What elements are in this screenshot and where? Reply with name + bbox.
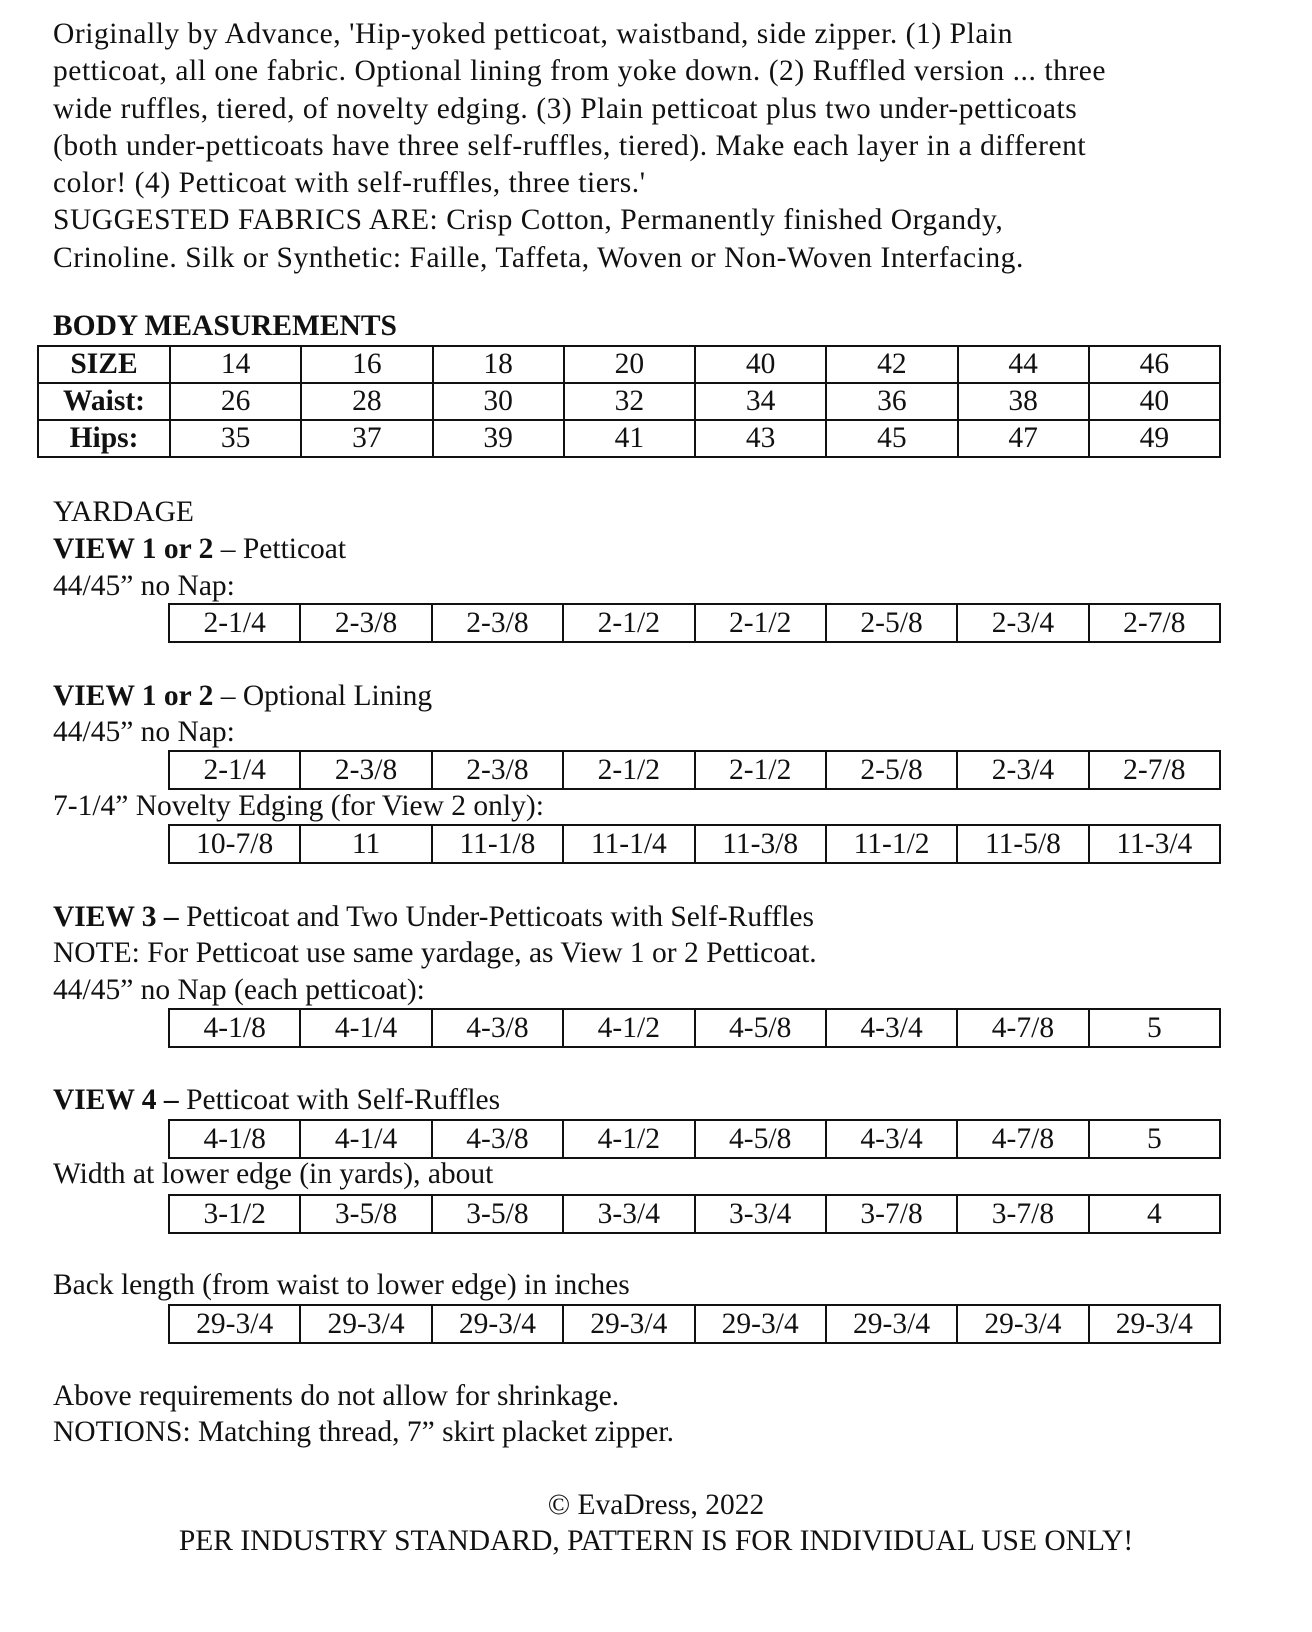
view-description: Petticoat with Self-Ruffles [178,1084,501,1116]
table-cell: 11-1/8 [432,825,563,863]
table-cell: 4-7/8 [957,1120,1088,1158]
table-cell: 4-1/2 [563,1120,694,1158]
table-cell: 3-3/4 [695,1195,826,1233]
table-cell: 11-1/4 [563,825,694,863]
novelty-edging-label: 7-1/4” Novelty Edging (for View 2 only): [53,790,544,822]
table-cell: 4-1/2 [563,1009,694,1047]
view4-title [53,1083,500,1117]
intro-line: petticoat, all one fabric. Optional lining from yoke down. (2) Ruffled version ... three [53,55,1107,88]
view12-lining-yardage-table [168,750,1221,790]
width-lower-edge-table [168,1194,1221,1234]
table-cell: 4-1/8 [169,1120,300,1158]
width-lower-edge-label: Width at lower edge (in yards), about [53,1158,494,1190]
table-cell: 2-3/8 [300,604,431,642]
table-cell: 47 [958,420,1089,457]
table-cell: 11-5/8 [957,825,1088,863]
table-cell: 2-1/2 [563,751,694,789]
table-cell: 4-3/8 [432,1120,563,1158]
view-label: VIEW 1 or 2 [53,680,214,712]
table-cell: 39 [433,420,564,457]
waist-row [38,383,1220,420]
view12-lining-title [53,679,432,713]
view12-petticoat-yardage-table [168,603,1221,643]
table-cell: 11-3/8 [695,825,826,863]
table-cell: 2-1/2 [695,604,826,642]
table-cell: 3-3/4 [563,1195,694,1233]
table-row [169,1305,1220,1343]
table-cell: 29-3/4 [826,1305,957,1343]
table-cell: 29-3/4 [300,1305,431,1343]
table-cell: 45 [826,420,957,457]
intro-line: color! (4) Petticoat with self-ruffles, three tiers.' [53,167,646,200]
table-cell: 40 [695,346,826,383]
table-cell: 4 [1089,1195,1220,1233]
view3-yardage-table [168,1008,1221,1048]
view4-yardage-table [168,1119,1221,1159]
table-cell: 29-3/4 [695,1305,826,1343]
view-description: – Petticoat [213,533,347,565]
table-cell: 4-3/8 [432,1009,563,1047]
table-cell: 5 [1089,1009,1220,1047]
intro-paragraph [53,16,1293,277]
table-cell: 5 [1089,1120,1220,1158]
intro-line: wide ruffles, tiered, of novelty edging. (3) Plain petticoat plus two under-petticoats [53,92,1078,125]
view-label: VIEW 1 or 2 [53,533,214,565]
table-cell: 49 [1089,420,1220,457]
table-cell: 4-3/4 [826,1009,957,1047]
table-cell: 4-3/4 [826,1120,957,1158]
table-row [169,1009,1220,1047]
size-row [38,346,1220,383]
novelty-edging-table [168,824,1221,864]
view3-note: NOTE: For Petticoat use same yardage, as View 1 or 2 Petticoat. [53,937,817,969]
table-cell: 2-5/8 [826,751,957,789]
view12-petticoat-title [53,532,346,566]
table-row [169,1195,1220,1233]
back-length-label: Back length (from waist to lower edge) in inches [53,1269,630,1301]
fabrics-line: SUGGESTED FABRICS ARE: Crisp Cotton, Permanently finished Organdy, [53,204,1004,237]
table-cell: 29-3/4 [563,1305,694,1343]
table-cell: 2-1/2 [695,751,826,789]
table-cell: 20 [564,346,695,383]
view-description: – Optional Lining [213,680,433,712]
view-label: VIEW 3 – [53,901,179,933]
table-row [169,825,1220,863]
table-cell: 3-5/8 [432,1195,563,1233]
table-cell: 4-5/8 [695,1120,826,1158]
shrinkage-note: Above requirements do not allow for shrinkage. [53,1380,620,1412]
table-cell: 10-7/8 [169,825,300,863]
fabric-width-label: 44/45” no Nap: [53,716,235,748]
row-header: SIZE [38,346,170,383]
table-cell: 43 [695,420,826,457]
table-cell: 4-5/8 [695,1009,826,1047]
table-cell: 2-3/8 [432,751,563,789]
table-cell: 2-3/4 [957,604,1088,642]
fabric-width-label: 44/45” no Nap (each petticoat): [53,974,425,1006]
table-cell: 3-1/2 [169,1195,300,1233]
table-cell: 29-3/4 [432,1305,563,1343]
fabrics-line: Crinoline. Silk or Synthetic: Faille, Taffeta, Woven or Non-Woven Interfacing. [53,241,1024,274]
view-description: Petticoat and Two Under-Petticoats with Self-Ruffles [178,901,814,933]
table-cell: 35 [170,420,301,457]
table-cell: 38 [958,383,1089,420]
table-cell: 2-3/8 [300,751,431,789]
view3-title [53,900,814,934]
table-cell: 40 [1089,383,1220,420]
table-row [169,751,1220,789]
table-cell: 11-3/4 [1089,825,1220,863]
table-cell: 46 [1089,346,1220,383]
table-cell: 29-3/4 [1089,1305,1220,1343]
table-cell: 26 [170,383,301,420]
table-cell: 37 [301,420,432,457]
table-cell: 2-3/8 [432,604,563,642]
table-cell: 41 [564,420,695,457]
table-cell: 3-7/8 [826,1195,957,1233]
table-cell: 14 [170,346,301,383]
usage-notice: PER INDUSTRY STANDARD, PATTERN IS FOR INDIVIDUAL USE ONLY! [178,1525,1134,1557]
table-cell: 11 [300,825,431,863]
body-measurements-table [37,345,1221,458]
table-cell: 3-7/8 [957,1195,1088,1233]
table-cell: 4-1/4 [300,1009,431,1047]
table-cell: 4-1/8 [169,1009,300,1047]
table-cell: 18 [433,346,564,383]
back-length-table [168,1304,1221,1344]
table-cell: 42 [826,346,957,383]
table-cell: 30 [433,383,564,420]
table-cell: 34 [695,383,826,420]
table-cell: 16 [301,346,432,383]
table-cell: 2-5/8 [826,604,957,642]
table-cell: 28 [301,383,432,420]
table-cell: 36 [826,383,957,420]
table-cell: 32 [564,383,695,420]
table-row [169,1120,1220,1158]
table-cell: 29-3/4 [169,1305,300,1343]
table-cell: 2-1/4 [169,604,300,642]
table-cell: 44 [958,346,1089,383]
body-measurements-heading: BODY MEASUREMENTS [53,310,397,342]
hips-row [38,420,1220,457]
table-cell: 2-1/2 [563,604,694,642]
view-label: VIEW 4 – [53,1084,179,1116]
row-header: Hips: [38,420,170,457]
table-cell: 3-5/8 [300,1195,431,1233]
copyright-line: © EvaDress, 2022 [547,1489,765,1521]
table-cell: 29-3/4 [957,1305,1088,1343]
table-cell: 4-1/4 [300,1120,431,1158]
table-cell: 11-1/2 [826,825,957,863]
table-cell: 2-7/8 [1089,604,1220,642]
table-row [169,604,1220,642]
yardage-heading: YARDAGE [53,496,194,528]
table-cell: 2-1/4 [169,751,300,789]
table-cell: 2-3/4 [957,751,1088,789]
row-header: Waist: [38,383,170,420]
notions-note: NOTIONS: Matching thread, 7” skirt placket zipper. [53,1416,674,1448]
intro-line: Originally by Advance, 'Hip-yoked petticoat, waistband, side zipper. (1) Plain [53,18,1014,50]
intro-line: (both under-petticoats have three self-ruffles, tiered). Make each layer in a different [53,129,1087,162]
table-cell: 4-7/8 [957,1009,1088,1047]
table-cell: 2-7/8 [1089,751,1220,789]
fabric-width-label: 44/45” no Nap: [53,570,235,602]
